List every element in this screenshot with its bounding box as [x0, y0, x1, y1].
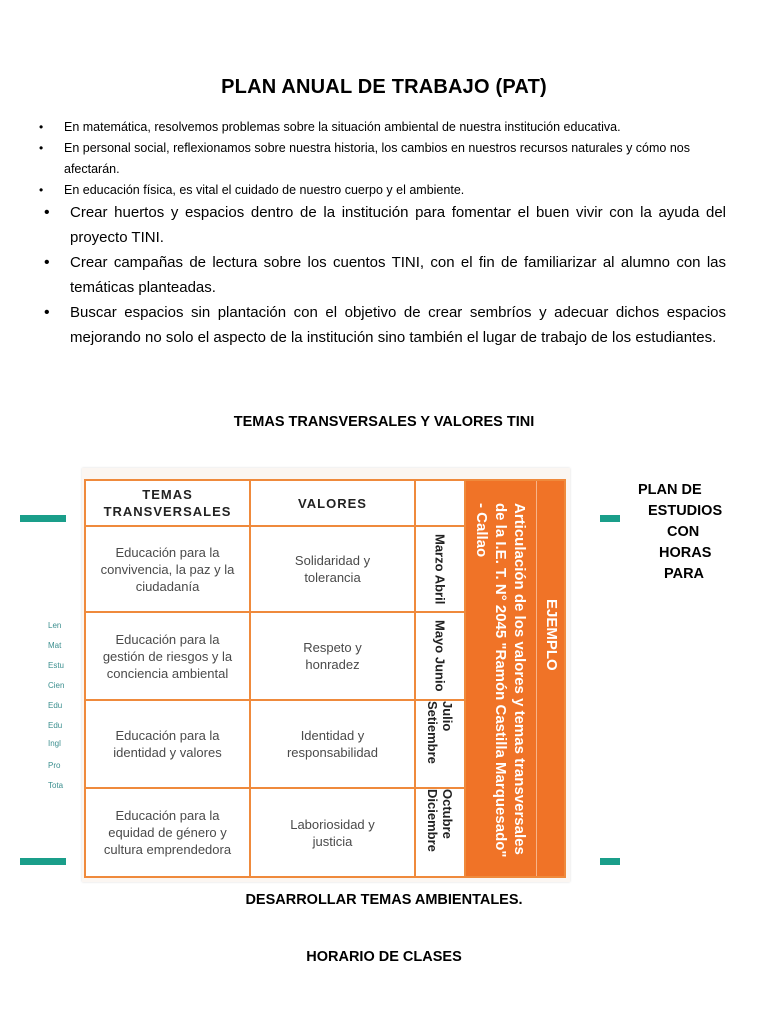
side-label-ejemplo: EJEMPLO — [543, 599, 560, 671]
tema-cell: Educación para la equidad de género y cultura emprendedora — [86, 789, 251, 876]
bg-label: Ingl — [48, 739, 61, 748]
small-bullet-list — [36, 117, 726, 201]
valor-cell: Identidad y responsabilidad — [251, 701, 416, 789]
teal-bar-bottom — [20, 858, 66, 865]
big-bullet-item: • Crear huertos y espacios dentro de la institución para fomentar el buen vivir con la ayuda del proyecto TINI. — [36, 200, 726, 250]
month-text: Julio Setiembre — [425, 701, 455, 764]
section-heading-temas: TEMAS TRANSVERSALES Y VALORES TINI — [233, 414, 535, 430]
header-valores: VALORES — [251, 481, 416, 527]
plan-side-line: CON — [667, 524, 700, 540]
tema-cell: Educación para la gestión de riesgos y la conciencia ambiental — [86, 613, 251, 701]
bg-label: Cien — [48, 681, 65, 690]
section-heading-horario: HORARIO DE CLASES — [306, 949, 462, 965]
bg-label: Edu — [48, 701, 63, 710]
month-text: Marzo Abril — [432, 533, 448, 605]
plan-side-line: ESTUDIOS — [648, 503, 723, 519]
teal-bar-bottom-right — [600, 858, 620, 865]
small-bullet-item: • En personal social, reflexionamos sobre nuestra historia, los cambios en nuestros recursos naturales y cómo nos afectarán. — [36, 138, 726, 180]
month-cell — [416, 613, 466, 701]
side-divider — [536, 481, 537, 876]
bg-label: Len — [48, 621, 62, 630]
temas-valores-table-image — [82, 468, 570, 882]
big-bullet-list — [36, 200, 726, 350]
bg-label: Pro — [48, 761, 61, 770]
valor-cell: Respeto y honradez — [251, 613, 416, 701]
page-title: PLAN ANUAL DE TRABAJO (PAT) — [221, 76, 547, 98]
plan-estudios-side-text — [618, 480, 748, 585]
teal-bar-top — [20, 515, 66, 522]
side-title: Articulación de los valores y temas transversales de la I.E. T. N° 2045 "Ramón Castilla Marquesado" - Callao — [473, 503, 528, 858]
plan-side-line: PARA — [664, 566, 705, 582]
section-heading-desarrollar: DESARROLLAR TEMAS AMBIENTALES. — [245, 892, 523, 908]
header-meses — [416, 481, 466, 527]
valor-cell: Laboriosidad y justicia — [251, 789, 416, 876]
big-bullet-item: • Crear campañas de lectura sobre los cuentos TINI, con el fin de familiarizar al alumno con las temáticas planteadas. — [36, 250, 726, 300]
small-bullet-item: • En educación física, es vital el cuidado de nuestro cuerpo y el ambiente. — [36, 180, 726, 201]
bg-label: Edu — [48, 721, 63, 730]
bg-label: Tota — [48, 781, 64, 790]
tema-cell: Educación para la convivencia, la paz y la ciudadanía — [86, 527, 251, 613]
month-cell — [416, 789, 466, 876]
bg-label: Estu — [48, 661, 65, 670]
month-text: Octubre Diciembre — [425, 789, 455, 852]
tema-cell: Educación para la identidad y valores — [86, 701, 251, 789]
month-cell — [416, 701, 466, 789]
bg-label: Mat — [48, 641, 62, 650]
month-cell — [416, 527, 466, 613]
header-temas: TEMAS TRANSVERSALES — [86, 481, 251, 527]
orange-side-panel — [466, 481, 564, 876]
big-bullet-item: • Buscar espacios sin plantación con el objetivo de crear sembríos y adecuar dichos espacios mejorando no solo el aspecto de la institución sino también el lugar de trabajo de los estudiantes. — [36, 300, 726, 350]
temas-valores-table — [84, 479, 566, 878]
teal-bar-top-right — [600, 515, 620, 522]
month-text: Mayo Junio — [432, 620, 448, 692]
plan-side-line: PLAN DE — [638, 482, 702, 498]
plan-side-line: HORAS — [659, 545, 712, 561]
valor-cell: Solidaridad y tolerancia — [251, 527, 416, 613]
small-bullet-item: • En matemática, resolvemos problemas sobre la situación ambiental de nuestra institución educativa. — [36, 117, 726, 138]
